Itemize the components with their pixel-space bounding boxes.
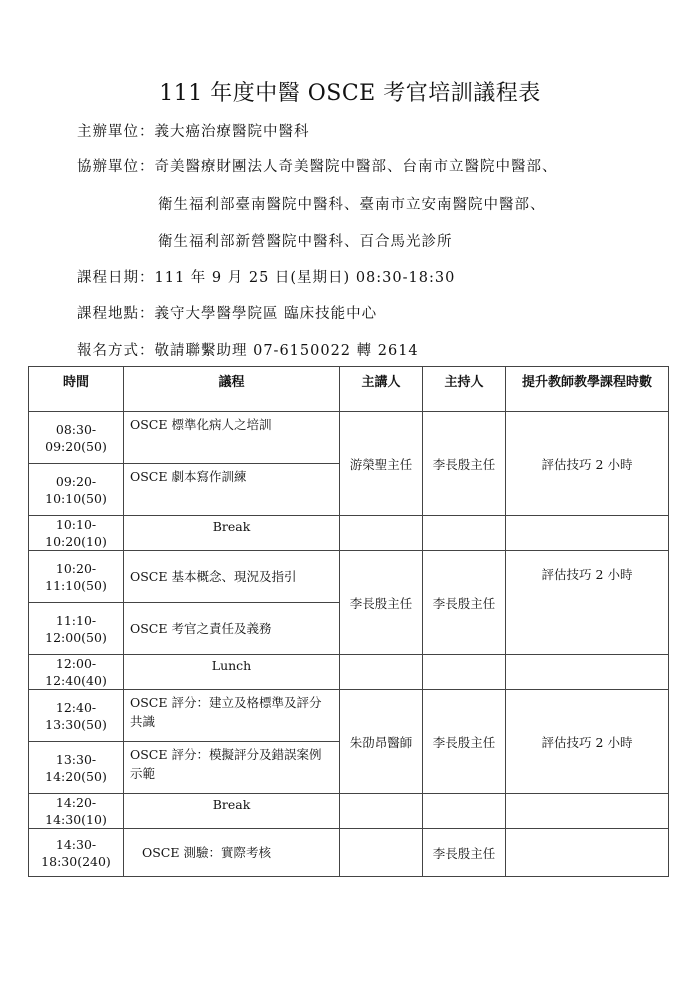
empty-cell (340, 794, 423, 829)
table-row (29, 516, 669, 551)
topic-cell: OSCE 評分：模擬評分及錯誤案例示範 (124, 742, 340, 794)
host-cell: 李長殷主任 (423, 551, 506, 655)
speaker-cell: 李長殷主任 (340, 551, 423, 655)
topic-cell: OSCE 標準化病人之培訓 (124, 412, 340, 464)
table-row (29, 655, 669, 690)
header-topic: 議程 (124, 367, 340, 412)
empty-cell (506, 655, 669, 690)
header-time: 時間 (29, 367, 124, 412)
course-location: 課程地點：義守大學醫學院區 臨床技能中心 (77, 306, 378, 322)
break-cell: Break (124, 516, 340, 551)
topic-cell: OSCE 評分：建立及格標準及評分共識 (124, 690, 340, 742)
empty-cell (423, 655, 506, 690)
empty-cell (340, 655, 423, 690)
topic-cell: OSCE 考官之責任及義務 (124, 603, 340, 655)
empty-cell (340, 516, 423, 551)
speaker-cell: 游榮聖主任 (340, 412, 423, 516)
header-speaker: 主講人 (340, 367, 423, 412)
topic-cell: OSCE 測驗：實際考核 (124, 829, 340, 877)
empty-cell (506, 516, 669, 551)
host-cell: 李長殷主任 (423, 829, 506, 877)
empty-cell (423, 516, 506, 551)
empty-cell (423, 794, 506, 829)
speaker-cell: 朱劭昂醫師 (340, 690, 423, 794)
table-row (29, 794, 669, 829)
time-cell: 11:10-12:00(50) (29, 603, 124, 655)
co-organizer: 協辦單位：奇美醫療財團法人奇美醫院中醫部、台南市立醫院中醫部、 (77, 159, 558, 175)
table-row (29, 412, 669, 464)
break-cell: Break (124, 794, 340, 829)
table-row (29, 829, 669, 877)
topic-cell: OSCE 基本概念、現況及指引 (124, 551, 340, 603)
empty-cell (340, 829, 423, 877)
course-date: 課程日期：111 年 9 月 25 日(星期日) 08:30-18:30 (77, 270, 456, 286)
co-organizer-line-2: 衛生福利部臺南醫院中醫科、臺南市立安南醫院中醫部、 (158, 197, 546, 213)
table-header-row (29, 367, 669, 412)
time-cell: 12:40-13:30(50) (29, 690, 124, 742)
organizer: 主辦單位：義大癌治療醫院中醫科 (77, 124, 310, 140)
empty-cell (506, 794, 669, 829)
host-cell: 李長殷主任 (423, 412, 506, 516)
agenda-table (28, 366, 669, 877)
empty-cell (506, 829, 669, 877)
time-cell: 12:00-12:40(40) (29, 655, 124, 690)
hours-cell: 評估技巧 2 小時 (506, 412, 669, 516)
table-row (29, 551, 669, 603)
time-cell: 14:20-14:30(10) (29, 794, 124, 829)
hours-cell: 評估技巧 2 小時 (506, 690, 669, 794)
registration-info: 報名方式：敬請聯繫助理 07-6150022 轉 2614 (77, 343, 419, 359)
hours-cell: 評估技巧 2 小時 (506, 551, 669, 655)
lunch-cell: Lunch (124, 655, 340, 690)
time-cell: 10:10-10:20(10) (29, 516, 124, 551)
header-host: 主持人 (423, 367, 506, 412)
co-organizer-line-3: 衛生福利部新營醫院中醫科、百合馬光診所 (158, 234, 453, 250)
time-cell: 08:30-09:20(50) (29, 412, 124, 464)
time-cell: 13:30-14:20(50) (29, 742, 124, 794)
topic-cell: OSCE 劇本寫作訓練 (124, 464, 340, 516)
time-cell: 10:20-11:10(50) (29, 551, 124, 603)
time-cell: 14:30-18:30(240) (29, 829, 124, 877)
host-cell: 李長殷主任 (423, 690, 506, 794)
table-row (29, 690, 669, 742)
time-cell: 09:20-10:10(50) (29, 464, 124, 516)
page-title: 111 年度中醫 OSCE 考官培訓議程表 (159, 81, 541, 106)
header-hours: 提升教師教學課程時數 (506, 367, 669, 412)
